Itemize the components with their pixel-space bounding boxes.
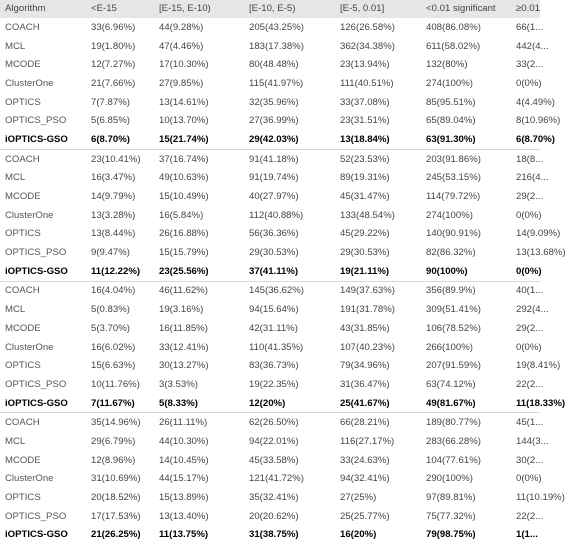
cell-e15-e10: 11(13.75%) (159, 529, 209, 541)
cell-e5-001: 33(24.63%) (340, 454, 390, 466)
cell-e5-001: 43(31.85%) (340, 322, 390, 334)
cell-significant: 408(86.08%) (426, 21, 481, 33)
cell-lt-e15: 5(0.83%) (91, 304, 130, 316)
cell-e5-001: 362(34.38%) (340, 40, 395, 52)
cell-algorithm: iOPTICS-GSO (5, 133, 68, 145)
table-row (0, 338, 540, 357)
cell-ge-001: 0(0%) (516, 265, 542, 277)
cell-lt-e15: 19(1.80%) (91, 40, 136, 52)
cell-algorithm: iOPTICS-GSO (5, 529, 68, 541)
cell-ge-001: 30(2... (516, 454, 544, 466)
cell-e15-e10: 13(14.61%) (159, 96, 209, 108)
cell-e10-e5: 62(26.50%) (244, 413, 335, 432)
cell-significant: 63(74.12%) (426, 378, 476, 390)
cell-e10-e5: 42(31.11%) (249, 322, 298, 334)
cell-e10-e5: 35(32.41%) (249, 492, 299, 504)
cell-ge-001: 29(2... (516, 322, 544, 334)
cell-algorithm: ClusterOne (5, 341, 54, 353)
cell-lt-e15: 31(10.69%) (91, 473, 141, 485)
cell-e15-e10: 46(11.62%) (154, 281, 244, 300)
cell-algorithm: OPTICS (5, 360, 41, 372)
cell-e10-e5: 91(19.74%) (249, 172, 299, 184)
cell-lt-e15: 16(3.47%) (91, 172, 136, 184)
cell-ge-001: 8(10.96%) (516, 115, 561, 127)
header-e10-e5: [E-10, E-5) (244, 0, 335, 18)
cell-significant: 356(89.9%) (421, 281, 511, 300)
cell-algorithm: MCL (5, 40, 26, 52)
cell-e5-001: 31(36.47%) (340, 378, 390, 390)
cell-ge-001: 4(4.49%) (516, 96, 555, 108)
cell-ge-001: 0(0%) (516, 209, 542, 221)
cell-significant: 82(86.32%) (426, 247, 476, 259)
table-row (0, 281, 540, 300)
cell-e5-001: 191(31.78%) (340, 304, 395, 316)
cell-e5-001: 116(27.17%) (340, 435, 395, 447)
cell-e15-e10: 27(9.85%) (159, 77, 204, 89)
cell-ge-001: 216(4... (516, 172, 549, 184)
table-row (0, 319, 540, 338)
cell-e15-e10: 5(8.33%) (159, 397, 198, 409)
cell-e5-001: 19(21.11%) (340, 265, 390, 277)
cell-e10-e5: 56(36.36%) (249, 228, 299, 240)
header-ge-001: ≥0.01 (511, 0, 540, 18)
cell-ge-001: 6(8.70%) (516, 133, 555, 145)
cell-lt-e15: 5(3.70%) (91, 322, 130, 334)
cell-ge-001: 22(2... (516, 510, 544, 522)
cell-lt-e15: 21(7.66%) (91, 77, 136, 89)
cell-lt-e15: 9(9.47%) (91, 247, 130, 259)
table-row (0, 470, 540, 489)
table-row (0, 93, 540, 112)
cell-e15-e10: 10(13.70%) (159, 115, 209, 127)
table-row (0, 111, 540, 130)
cell-e5-001: 94(32.41%) (340, 473, 390, 485)
header-e5-001: [E-5, 0.01] (335, 0, 421, 18)
table-row (0, 18, 540, 37)
cell-e15-e10: 30(13.27%) (159, 360, 209, 372)
table-row (0, 488, 540, 507)
cell-e10-e5: 19(22.35%) (249, 378, 299, 390)
cell-algorithm: OPTICS (5, 492, 41, 504)
cell-algorithm: MCODE (5, 191, 41, 203)
cell-e15-e10: 26(11.11%) (154, 413, 244, 432)
cell-ge-001: 0(0%) (516, 473, 542, 485)
cell-e5-001: 89(19.31%) (340, 172, 390, 184)
cell-algorithm: COACH (0, 149, 86, 168)
table-row (0, 300, 540, 319)
cell-ge-001: 0(0%) (516, 341, 542, 353)
cell-e15-e10: 17(10.30%) (159, 59, 209, 71)
cell-lt-e15: 35(14.96%) (86, 413, 154, 432)
cell-e5-001: 25(25.77%) (340, 510, 390, 522)
cell-significant: 104(77.61%) (426, 454, 481, 466)
cell-algorithm: OPTICS (5, 96, 41, 108)
cell-e15-e10: 47(4.46%) (159, 40, 204, 52)
cell-algorithm: MCL (5, 435, 26, 447)
cell-e5-001: 45(29.22%) (340, 228, 390, 240)
cell-significant: 309(51.41%) (426, 304, 481, 316)
cell-e10-e5: 29(42.03%) (249, 133, 299, 145)
cell-ge-001: 11(10.19%) (516, 492, 565, 504)
cell-ge-001: 1(1... (516, 529, 538, 541)
cell-lt-e15: 7(11.67%) (91, 397, 135, 409)
cell-algorithm: OPTICS_PSO (5, 115, 67, 127)
cell-significant: 274(100%) (426, 77, 473, 89)
cell-ge-001: 66(1... (516, 21, 544, 33)
cell-algorithm: ClusterOne (5, 209, 54, 221)
cell-ge-001: 45(1... (511, 413, 540, 432)
cell-algorithm: ClusterOne (5, 77, 54, 89)
cell-e15-e10: 16(5.84%) (159, 209, 204, 221)
cell-lt-e15: 5(6.85%) (91, 115, 130, 127)
cell-ge-001: 18(8... (511, 149, 540, 168)
cell-algorithm: COACH (0, 281, 86, 300)
cell-lt-e15: 14(9.79%) (91, 191, 136, 203)
cell-e10-e5: 115(41.97%) (249, 77, 304, 89)
cell-e15-e10: 19(3.16%) (159, 304, 204, 316)
cell-ge-001: 13(13.68%) (516, 247, 566, 259)
header-lt-e15: <E-15 (86, 0, 154, 18)
cell-lt-e15: 7(7.87%) (91, 96, 130, 108)
cell-e5-001: 27(25%) (340, 492, 377, 504)
table-row (0, 149, 540, 168)
cell-lt-e15: 15(6.63%) (91, 360, 136, 372)
cell-e10-e5: 145(36.62%) (244, 281, 335, 300)
cell-significant: 283(66.28%) (426, 435, 481, 447)
header-row (0, 0, 540, 18)
cell-e15-e10: 44(15.17%) (159, 473, 209, 485)
table-row (0, 206, 540, 225)
cell-e15-e10: 16(11.85%) (159, 322, 208, 334)
cell-e10-e5: 27(36.99%) (249, 115, 299, 127)
cell-significant: 140(90.91%) (426, 228, 481, 240)
cell-algorithm: OPTICS_PSO (5, 378, 67, 390)
cell-e15-e10: 37(16.74%) (154, 149, 244, 168)
cell-ge-001: 442(4... (516, 40, 549, 52)
table-body (0, 18, 566, 544)
cell-significant: 274(100%) (426, 209, 473, 221)
cell-significant: 132(80%) (426, 59, 468, 71)
cell-e15-e10: 14(10.45%) (159, 454, 209, 466)
cell-significant: 189(80.77%) (421, 413, 511, 432)
table-row (0, 37, 540, 56)
cell-e5-001: 16(20%) (340, 529, 377, 541)
table-row (0, 225, 540, 244)
cell-e15-e10: 13(13.40%) (159, 510, 209, 522)
cell-algorithm: MCL (5, 172, 26, 184)
cell-algorithm: OPTICS_PSO (5, 510, 67, 522)
header-algorithm: Algorithm (0, 0, 86, 18)
cell-e15-e10: 33(12.41%) (159, 341, 209, 353)
cell-e5-001: 79(34.96%) (340, 360, 390, 372)
cell-lt-e15: 12(8.96%) (91, 454, 136, 466)
cell-significant: 203(91.86%) (421, 149, 511, 168)
cell-e5-001: 45(31.47%) (340, 191, 390, 203)
cell-significant: 49(81.67%) (426, 397, 476, 409)
cell-e15-e10: 44(9.28%) (159, 21, 204, 33)
cell-significant: 114(79.72%) (426, 191, 481, 203)
cell-e10-e5: 29(30.53%) (249, 247, 299, 259)
cell-lt-e15: 6(8.70%) (91, 133, 130, 145)
cell-lt-e15: 13(8.44%) (91, 228, 136, 240)
cell-e5-001: 23(31.51%) (340, 115, 390, 127)
cell-e15-e10: 23(25.56%) (159, 265, 209, 277)
cell-lt-e15: 16(6.02%) (91, 341, 136, 353)
table-row (0, 243, 540, 262)
cell-ge-001: 19(8.41%) (516, 360, 561, 372)
cell-e10-e5: 83(36.73%) (249, 360, 299, 372)
table-row (0, 262, 540, 281)
cell-algorithm: iOPTICS-GSO (5, 397, 68, 409)
cell-e5-001: 23(13.94%) (340, 59, 390, 71)
cell-e10-e5: 121(41.72%) (249, 473, 304, 485)
cell-ge-001: 0(0%) (516, 77, 542, 89)
table-row (0, 187, 540, 206)
table-row (0, 74, 540, 93)
cell-significant: 85(95.51%) (426, 96, 476, 108)
header-significant: <0.01 significant (421, 0, 511, 18)
cell-e15-e10: 15(13.89%) (159, 492, 209, 504)
cell-significant: 611(58.02%) (426, 40, 481, 52)
header-e15-e10: [E-15, E-10) (154, 0, 244, 18)
cell-algorithm: COACH (5, 21, 40, 33)
cell-e10-e5: 205(43.25%) (249, 21, 304, 33)
cell-significant: 106(78.52%) (426, 322, 481, 334)
cell-e10-e5: 20(20.62%) (249, 510, 299, 522)
cell-lt-e15: 16(4.04%) (86, 281, 154, 300)
cell-significant: 207(91.59%) (426, 360, 481, 372)
cell-lt-e15: 13(3.28%) (91, 209, 136, 221)
cell-e10-e5: 183(17.38%) (249, 40, 304, 52)
cell-significant: 90(100%) (426, 265, 468, 277)
cell-e10-e5: 80(48.48%) (249, 59, 299, 71)
cell-e10-e5: 37(41.11%) (249, 265, 299, 277)
cell-e5-001: 25(41.67%) (340, 397, 390, 409)
cell-e10-e5: 91(41.18%) (244, 149, 335, 168)
cell-algorithm: COACH (0, 413, 86, 432)
cell-ge-001: 14(9.09%) (516, 228, 561, 240)
table-row (0, 507, 540, 526)
cell-e5-001: 66(28.21%) (335, 413, 421, 432)
cell-e15-e10: 15(15.79%) (159, 247, 209, 259)
cell-e10-e5: 94(15.64%) (249, 304, 299, 316)
cell-lt-e15: 11(12.22%) (91, 265, 141, 277)
cell-lt-e15: 33(6.96%) (91, 21, 136, 33)
cell-lt-e15: 12(7.27%) (91, 59, 136, 71)
cell-ge-001: 11(18.33%) (516, 397, 566, 409)
cell-ge-001: 40(1... (511, 281, 540, 300)
table-row (0, 394, 540, 413)
cell-e5-001: 33(37.08%) (340, 96, 390, 108)
table-row (0, 356, 540, 375)
cell-e5-001: 111(40.51%) (340, 77, 394, 89)
cell-lt-e15: 23(10.41%) (86, 149, 154, 168)
cell-significant: 245(53.15%) (426, 172, 481, 184)
cell-algorithm: OPTICS (5, 228, 41, 240)
cell-significant: 65(89.04%) (426, 115, 476, 127)
cell-e15-e10: 15(10.49%) (159, 191, 209, 203)
cell-significant: 75(77.32%) (426, 510, 476, 522)
cell-algorithm: MCODE (5, 322, 41, 334)
cell-e15-e10: 26(16.88%) (159, 228, 209, 240)
table-row (0, 130, 540, 149)
table-row (0, 169, 540, 188)
cell-e10-e5: 31(38.75%) (249, 529, 299, 541)
cell-e10-e5: 112(40.88%) (249, 209, 304, 221)
cell-e15-e10: 49(10.63%) (159, 172, 209, 184)
cell-e10-e5: 94(22.01%) (249, 435, 299, 447)
cell-e10-e5: 32(35.96%) (249, 96, 299, 108)
cell-ge-001: 29(2... (516, 191, 544, 203)
cell-e5-001: 13(18.84%) (340, 133, 390, 145)
cell-e10-e5: 12(20%) (249, 397, 286, 409)
cell-significant: 63(91.30%) (426, 133, 476, 145)
cell-algorithm: iOPTICS-GSO (5, 265, 68, 277)
table-header (0, 0, 540, 18)
cell-ge-001: 33(2... (516, 59, 544, 71)
cell-e5-001: 133(48.54%) (340, 209, 395, 221)
cell-significant: 97(89.81%) (426, 492, 476, 504)
cell-significant: 266(100%) (426, 341, 473, 353)
cell-e5-001: 29(30.53%) (340, 247, 390, 259)
cell-ge-001: 292(4... (516, 304, 549, 316)
cell-algorithm: MCODE (5, 454, 41, 466)
table-row (0, 451, 540, 470)
cell-significant: 79(98.75%) (426, 529, 476, 541)
cell-lt-e15: 21(26.25%) (91, 529, 141, 541)
table-row (0, 55, 540, 74)
cell-algorithm: MCL (5, 304, 26, 316)
table-row (0, 413, 540, 432)
cell-algorithm: ClusterOne (5, 473, 54, 485)
cell-e15-e10: 44(10.30%) (159, 435, 209, 447)
cell-e5-001: 149(37.63%) (335, 281, 421, 300)
cell-ge-001: 22(2... (516, 378, 544, 390)
cell-lt-e15: 10(11.76%) (91, 378, 140, 390)
table-row (0, 526, 540, 544)
cell-e10-e5: 40(27.97%) (249, 191, 299, 203)
cell-e5-001: 126(26.58%) (340, 21, 395, 33)
cell-e15-e10: 15(21.74%) (159, 133, 209, 145)
cell-e5-001: 52(23.53%) (335, 149, 421, 168)
cell-algorithm: OPTICS_PSO (5, 247, 67, 259)
cell-e10-e5: 45(33.58%) (249, 454, 299, 466)
cell-lt-e15: 29(6.79%) (91, 435, 136, 447)
table-row (0, 432, 540, 451)
cell-lt-e15: 17(17.53%) (91, 510, 141, 522)
cell-significant: 290(100%) (426, 473, 473, 485)
table-row (0, 375, 540, 394)
cell-lt-e15: 20(18.52%) (91, 492, 141, 504)
cell-algorithm: MCODE (5, 59, 41, 71)
cell-e10-e5: 110(41.35%) (249, 341, 304, 353)
cell-ge-001: 144(3... (516, 435, 549, 447)
cell-e5-001: 107(40.23%) (340, 341, 395, 353)
cell-e15-e10: 3(3.53%) (159, 378, 198, 390)
